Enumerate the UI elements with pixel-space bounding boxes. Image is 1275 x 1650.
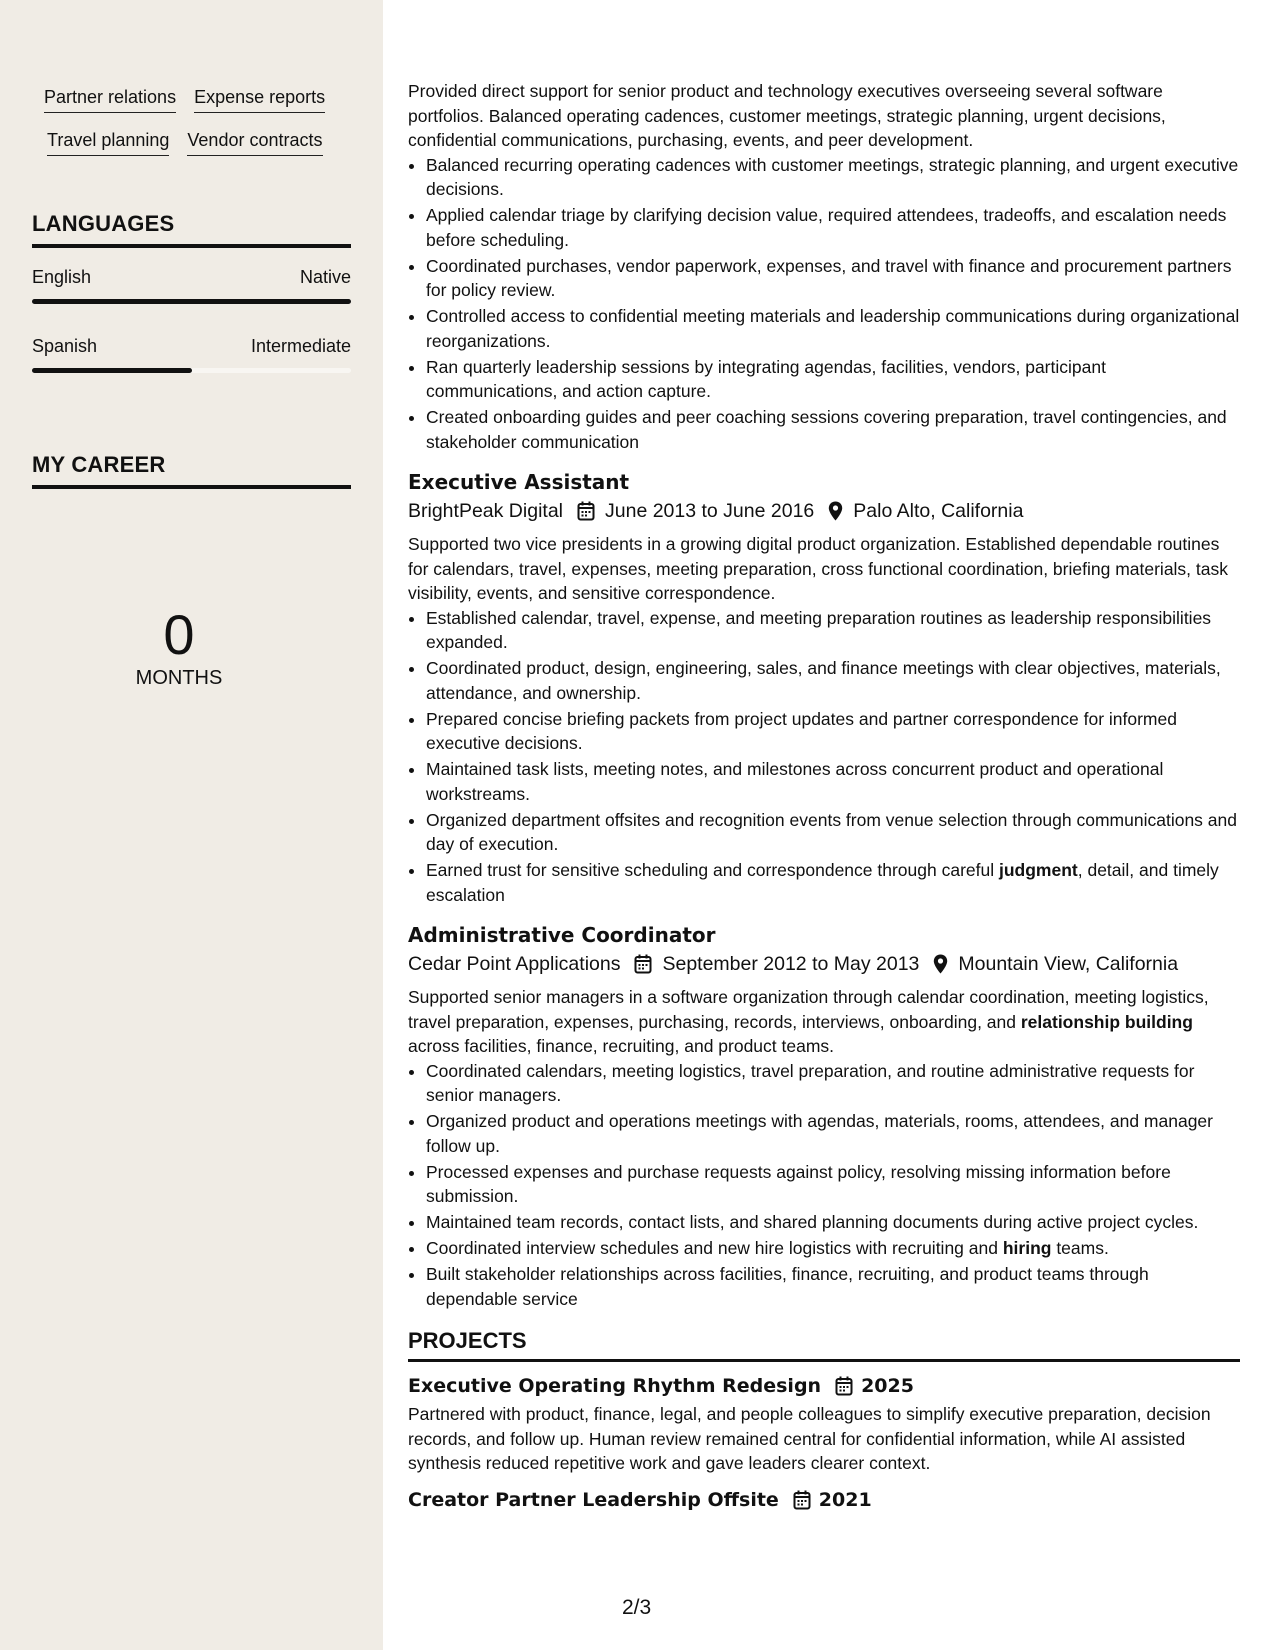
job-location: Mountain View, California	[958, 953, 1179, 975]
intro-bullets	[408, 153, 1240, 455]
projects-heading: PROJECTS	[408, 1327, 1240, 1362]
career-length	[0, 605, 358, 690]
list-item: • Coordinated calendars, meeting logistics, travel preparation, and routine administrative requests for senior managers.	[426, 1059, 1240, 1108]
career-unit: MONTHS	[135, 667, 223, 689]
list-item: • Established calendar, travel, expense, and meeting preparation routines as leadership responsibilities expanded.	[426, 606, 1240, 655]
list-item: • Prepared concise briefing packets from project updates and partner correspondence for informed executive decisions.	[426, 707, 1240, 756]
project-year: 2025	[861, 1375, 914, 1397]
bullet-text: , detail, and timely escalation	[426, 860, 1219, 905]
list-item: • Maintained team records, contact lists, and shared planning documents during active project cycles.	[426, 1210, 1240, 1235]
sidebar	[0, 0, 383, 1650]
language-row	[32, 336, 351, 357]
list-item: • Built stakeholder relationships across facilities, finance, recruiting, and product teams through dependable service	[426, 1262, 1240, 1311]
bold-keyword: relationship building	[1020, 1011, 1193, 1032]
bullet-text: Earned trust for sensitive scheduling and correspondence through careful	[426, 860, 999, 880]
language-proficiency-fill	[32, 368, 192, 373]
skill-tag: Travel planning	[47, 129, 169, 156]
company-name: BrightPeak Digital	[408, 500, 563, 522]
map-pin-icon	[828, 501, 843, 521]
calendar-icon	[634, 954, 652, 974]
calendar-icon	[835, 1376, 853, 1396]
summary-text: across facilities, finance, recruiting, and product teams.	[408, 1036, 835, 1056]
calendar-icon	[577, 501, 595, 521]
language-proficiency-bar	[32, 368, 351, 373]
job-location: Palo Alto, California	[853, 500, 1024, 522]
skill-tag: Vendor contracts	[187, 129, 322, 156]
list-item: • Controlled access to confidential meeting materials and leadership communications during organizational reorganizations.	[426, 304, 1240, 353]
list-item: • Coordinated purchases, vendor paperwork, expenses, and travel with finance and procurement partners for policy review.	[426, 254, 1240, 303]
job-bullets	[408, 1059, 1240, 1312]
career-value: 0	[163, 603, 195, 666]
list-item: • Maintained task lists, meeting notes, and milestones across concurrent product and operational workstreams.	[426, 757, 1240, 806]
language-proficiency-fill	[32, 299, 351, 304]
calendar-icon	[793, 1490, 811, 1510]
job-bullets	[408, 606, 1240, 908]
list-item	[426, 858, 1240, 907]
language-level: Intermediate	[250, 336, 351, 356]
job-summary	[408, 985, 1240, 1059]
list-item: • Applied calendar triage by clarifying decision value, required attendees, tradeoffs, and escalation needs before scheduling.	[426, 203, 1240, 252]
project-title-row	[408, 1486, 1240, 1514]
job-dates: September 2012 to May 2013	[662, 953, 920, 975]
job-title: Administrative Coordinator	[408, 923, 716, 947]
page-number: 2/3	[622, 1596, 652, 1619]
language-level: Native	[299, 267, 351, 287]
bold-keyword: judgment	[998, 860, 1078, 880]
list-item: • Organized product and operations meetings with agendas, materials, rooms, attendees, and manager follow up.	[426, 1109, 1240, 1158]
map-pin-icon	[933, 954, 948, 974]
bullet-text: teams.	[1051, 1238, 1109, 1258]
job-meta	[408, 951, 1240, 977]
job-dates: June 2013 to June 2016	[605, 500, 815, 522]
language-row	[32, 267, 351, 288]
main-content	[408, 79, 1240, 1514]
list-item: • Organized department offsites and recognition events from venue selection through communications and day of execution.	[426, 808, 1240, 857]
skill-tag: Expense reports	[194, 86, 325, 113]
language-name: English	[32, 267, 92, 287]
languages-heading: LANGUAGES	[32, 210, 351, 248]
language-name: Spanish	[32, 336, 98, 356]
project-title: Executive Operating Rhythm Redesign	[408, 1375, 822, 1397]
job-summary: Supported two vice presidents in a growing digital product organization. Established dependable routines for calendars, travel, expenses, meeting preparation, cross functional coordination, briefing materials, task visibility, events, and sensitive correspondence.	[408, 534, 1229, 603]
skill-tags	[32, 86, 352, 172]
list-item: • Processed expenses and purchase requests against policy, resolving missing information before submission.	[426, 1160, 1240, 1209]
project-description: Partnered with product, finance, legal, and people colleagues to simplify executive preparation, decision records, and follow up. Human review remained central for confidential information, while AI assisted synthesis reduced repetitive work and gave leaders clearer context.	[408, 1404, 1211, 1473]
list-item: • Coordinated product, design, engineering, sales, and finance meetings with clear objectives, materials, attendance, and ownership.	[426, 656, 1240, 705]
skill-row	[44, 86, 352, 113]
list-item	[426, 1236, 1240, 1261]
list-item: • Balanced recurring operating cadences with customer meetings, strategic planning, and urgent executive decisions.	[426, 153, 1240, 202]
job-meta	[408, 498, 1240, 524]
skill-row	[47, 129, 352, 156]
company-name: Cedar Point Applications	[408, 953, 621, 975]
bold-keyword: hiring	[1002, 1238, 1052, 1258]
list-item: • Ran quarterly leadership sessions by integrating agendas, facilities, vendors, participant communications, and action capture.	[426, 355, 1240, 404]
intro-summary: Provided direct support for senior product and technology executives overseeing several software portfolios. Balanced operating cadences, customer meetings, strategic planning, urgent decisions, confidential communications, purchasing, events, and peer development.	[408, 81, 1166, 150]
career-heading: MY CAREER	[32, 451, 351, 489]
project-title-row	[408, 1372, 1240, 1400]
project-title: Creator Partner Leadership Offsite	[408, 1488, 779, 1511]
project-year: 2021	[818, 1488, 872, 1511]
language-proficiency-bar	[32, 299, 351, 304]
list-item: • Created onboarding guides and peer coaching sessions covering preparation, travel contingencies, and stakeholder communication	[426, 405, 1240, 454]
summary-text: Supported senior managers in a software organization through calendar coordination, meeting logistics, travel preparation, expenses, purchasing, records, interviews, onboarding, and	[408, 987, 1209, 1032]
bullet-text: Coordinated interview schedules and new hire logistics with recruiting and	[426, 1238, 1003, 1258]
job-title: Executive Assistant	[408, 470, 630, 494]
skill-tag: Partner relations	[44, 86, 176, 113]
